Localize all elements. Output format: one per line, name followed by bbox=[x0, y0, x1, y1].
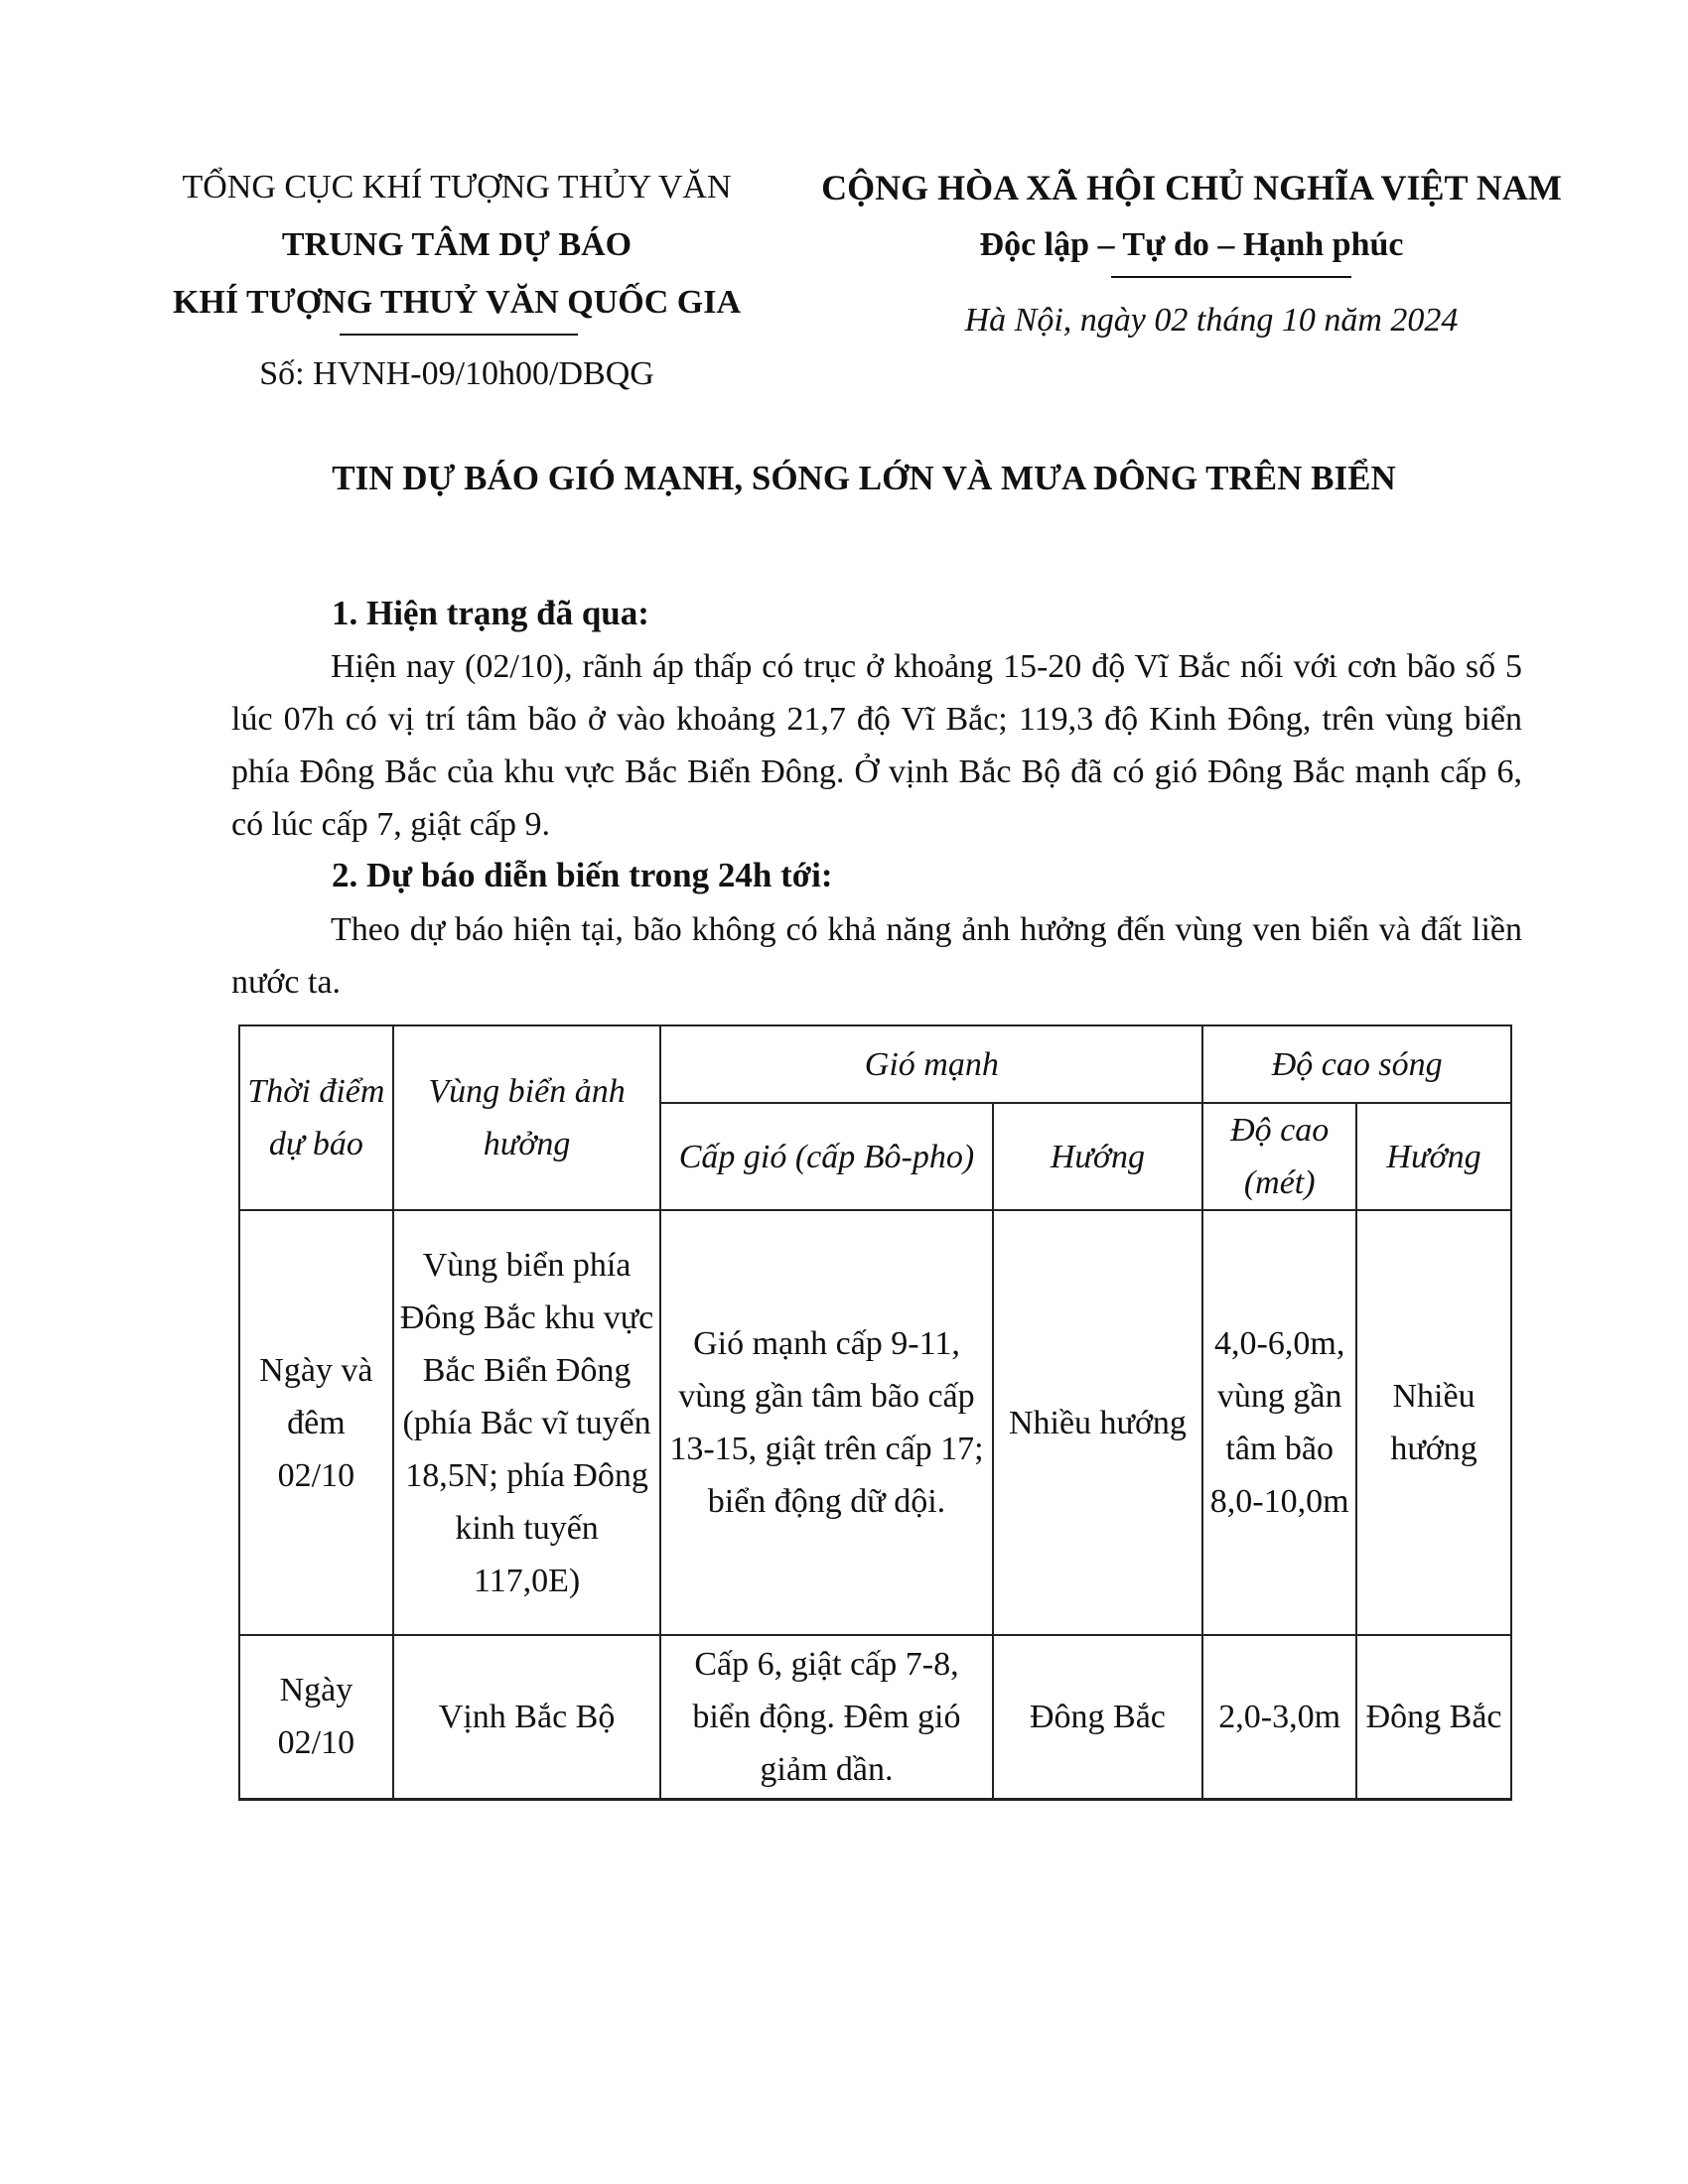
center-name-line2: KHÍ TƯỢNG THUỶ VĂN QUỐC GIA bbox=[172, 284, 742, 321]
cell-wind-direction: Đông Bắc bbox=[993, 1635, 1203, 1799]
section-1-heading: 1. Hiện trạng đã qua: bbox=[332, 594, 649, 632]
section-1-body: Hiện nay (02/10), rãnh áp thấp có trục ở khoảng 15-20 độ Vĩ Bắc nối với cơn bão số 5 lúc 07h có vị trí tâm bão ở vào khoảng 21,7 độ Vĩ Bắc; 119,3 độ Kinh Đông, trên vùng biển phía Đông Bắc của khu vực Bắc Biển Đông. Ở vịnh Bắc Bộ đã có gió Đông Bắc mạnh cấp 6, có lúc cấp 7, giật cấp 9. bbox=[231, 648, 1522, 843]
issuer-block bbox=[139, 159, 774, 403]
header-wind-level: Cấp gió (cấp Bô-pho) bbox=[660, 1103, 992, 1210]
state-block bbox=[804, 159, 1579, 349]
table-row bbox=[239, 1635, 1511, 1799]
cell-wave-height: 4,0-6,0m, vùng gần tâm bão 8,0-10,0m bbox=[1202, 1210, 1356, 1635]
cell-area: Vịnh Bắc Bộ bbox=[393, 1635, 661, 1799]
table-header-row bbox=[239, 1025, 1511, 1103]
forecast-table bbox=[238, 1024, 1512, 1801]
cell-wind-level: Cấp 6, giật cấp 7-8, biển động. Đêm gió giảm dần. bbox=[660, 1635, 992, 1799]
agency-name: TỔNG CỤC KHÍ TƯỢNG THỦY VĂN bbox=[182, 169, 732, 205]
cell-wave-height: 2,0-3,0m bbox=[1202, 1635, 1356, 1799]
issuer-underline bbox=[340, 334, 578, 336]
header-time: Thời điểm dự báo bbox=[239, 1025, 393, 1210]
republic-name: CỘNG HÒA XÃ HỘI CHỦ NGHĨA VIỆT NAM bbox=[821, 168, 1562, 207]
cell-time: Ngày và đêm 02/10 bbox=[239, 1210, 393, 1635]
header-wave-direction: Hướng bbox=[1356, 1103, 1511, 1210]
header-wind-direction: Hướng bbox=[993, 1103, 1203, 1210]
document-number: Số: HVNH-09/10h00/DBQG bbox=[259, 355, 654, 392]
motto-underline bbox=[1111, 276, 1351, 278]
header-area: Vùng biển ảnh hưởng bbox=[393, 1025, 661, 1210]
section-2-text bbox=[231, 903, 1522, 1009]
cell-time: Ngày 02/10 bbox=[239, 1635, 393, 1799]
cell-wind-level: Gió mạnh cấp 9-11, vùng gần tâm bão cấp 13-15, giật trên cấp 17; biển động dữ dội. bbox=[660, 1210, 992, 1635]
header-wave-group: Độ cao sóng bbox=[1202, 1025, 1511, 1103]
center-name-line1: TRUNG TÂM DỰ BÁO bbox=[281, 226, 633, 263]
table-row bbox=[239, 1210, 1511, 1635]
national-motto: Độc lập – Tự do – Hạnh phúc bbox=[979, 226, 1404, 263]
document-title: TIN DỰ BÁO GIÓ MẠNH, SÓNG LỚN VÀ MƯA DÔNG TRÊN BIỂN bbox=[332, 459, 1396, 497]
header-wave-height: Độ cao (mét) bbox=[1202, 1103, 1356, 1210]
section-2-body: Theo dự báo hiện tại, bão không có khả năng ảnh hưởng đến vùng ven biển và đất liền nước ta. bbox=[231, 911, 1522, 1001]
cell-area: Vùng biển phía Đông Bắc khu vực Bắc Biển Đông (phía Bắc vĩ tuyến 18,5N; phía Đông kinh tuyến 117,0E) bbox=[393, 1210, 661, 1635]
place-and-date: Hà Nội, ngày 02 tháng 10 năm 2024 bbox=[964, 302, 1459, 339]
cell-wave-direction: Nhiều hướng bbox=[1356, 1210, 1511, 1635]
section-2-heading: 2. Dự báo diễn biến trong 24h tới: bbox=[332, 856, 833, 894]
cell-wave-direction: Đông Bắc bbox=[1356, 1635, 1511, 1799]
cell-wind-direction: Nhiều hướng bbox=[993, 1210, 1203, 1635]
section-1-text bbox=[231, 640, 1522, 851]
header-wind-group: Gió mạnh bbox=[660, 1025, 1202, 1103]
